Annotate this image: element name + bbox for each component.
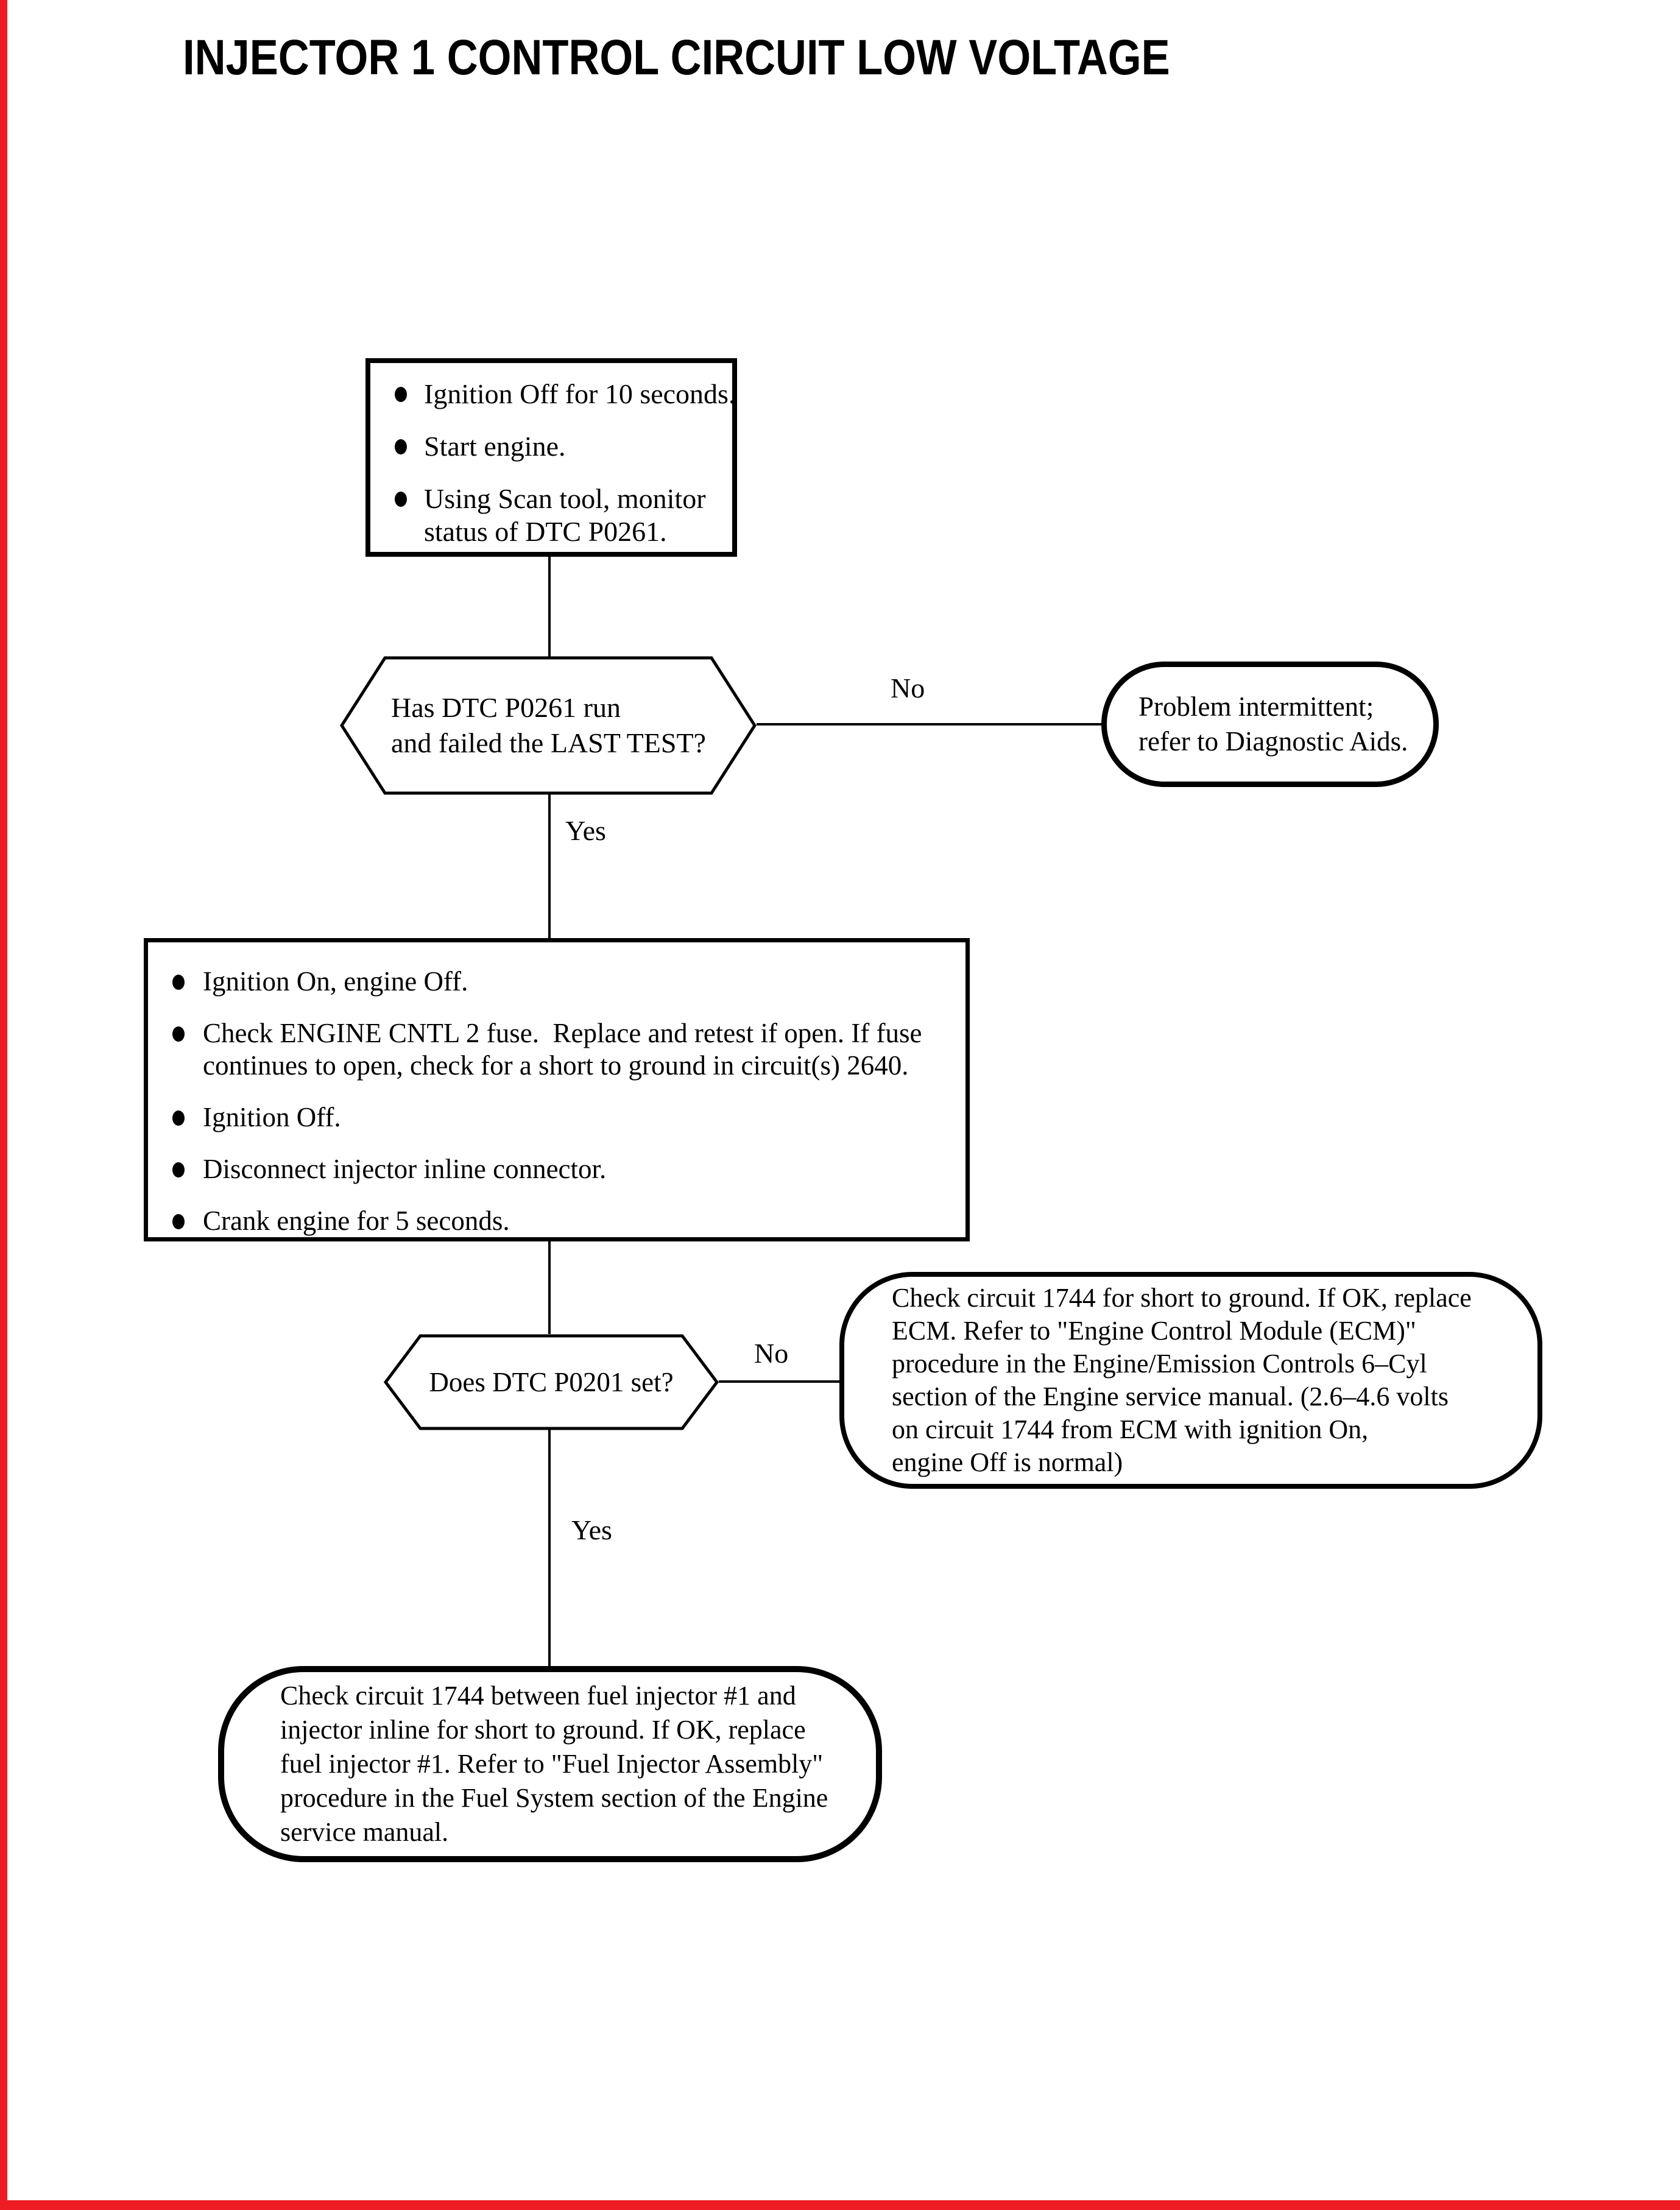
list-item: [395, 430, 724, 463]
action-step-1: Ignition On, engine Off.: [203, 966, 468, 997]
left-edge-mark: [0, 0, 7, 2210]
connector-decision2-yes: [548, 1429, 551, 1667]
connector-decision2-no: [719, 1380, 842, 1383]
decision1-line2: and failed the LAST TEST?: [391, 727, 706, 758]
action-step-3: Ignition Off.: [203, 1102, 341, 1132]
list-item: [172, 1205, 957, 1237]
list-item: [395, 482, 724, 548]
list-item: [395, 378, 736, 411]
bullet-icon: [395, 492, 407, 507]
terminal3-line3: fuel injector #1. Refer to "Fuel Injector Assembly": [280, 1749, 824, 1779]
terminal-replace-injector: [218, 1666, 882, 1862]
bullet-icon: [172, 1214, 185, 1229]
decision-p0201: [384, 1334, 719, 1430]
terminal1-line2: refer to Diagnostic Aids.: [1138, 726, 1408, 757]
start-step-3-line2: status of DTC P0261.: [424, 516, 667, 547]
no-label-1: No: [891, 673, 925, 704]
action-step-2-line2: continues to open, check for a short to ground in circuit(s) 2640.: [203, 1050, 909, 1081]
terminal2-line6: engine Off is normal): [892, 1447, 1123, 1477]
start-step-3-line1: Using Scan tool, monitor: [424, 483, 706, 514]
action-step-5: Crank engine for 5 seconds.: [203, 1206, 510, 1236]
list-item: [172, 966, 957, 998]
terminal2-line2: ECM. Refer to "Engine Control Module (ECM)": [892, 1316, 1416, 1346]
bullet-icon: [172, 975, 185, 990]
terminal3-line4: procedure in the Fuel System section of the Engine: [280, 1783, 828, 1813]
list-item: [172, 1017, 957, 1082]
action-step-4: Disconnect injector inline connector.: [203, 1154, 607, 1184]
decision-p0261: [340, 655, 757, 796]
yes-label-1: Yes: [565, 815, 606, 846]
list-item: [172, 1101, 957, 1134]
bottom-edge-mark: [0, 2200, 1680, 2210]
terminal2-line4: section of the Engine service manual. (2.6–4.6 volts: [892, 1382, 1449, 1411]
bullet-icon: [172, 1162, 185, 1177]
connector-start-to-decision1: [548, 557, 551, 657]
terminal2-line5: on circuit 1744 from ECM with ignition On,: [892, 1414, 1369, 1444]
yes-label-2: Yes: [571, 1514, 612, 1545]
decision1-line1: Has DTC P0261 run: [391, 692, 621, 723]
bullet-icon: [395, 387, 407, 402]
terminal3-line5: service manual.: [280, 1817, 449, 1847]
action-step-2-line1: Check ENGINE CNTL 2 fuse. Replace and retest if open. If fuse: [203, 1018, 922, 1048]
terminal2-line3: procedure in the Engine/Emission Controls 6–Cyl: [892, 1349, 1427, 1379]
terminal-diagnostic-aids: [1101, 662, 1439, 787]
decision2-line1: Does DTC P0201 set?: [429, 1367, 674, 1397]
bullet-icon: [172, 1026, 185, 1042]
terminal3-line2: injector inline for short to ground. If OK, replace: [280, 1715, 806, 1745]
terminal-replace-ecm: [839, 1272, 1542, 1489]
start-box: [365, 358, 737, 557]
start-step-2: Start engine.: [424, 431, 566, 462]
bullet-icon: [395, 439, 407, 454]
no-label-2: No: [754, 1338, 789, 1369]
terminal1-line1: Problem intermittent;: [1138, 691, 1374, 722]
connector-decision1-yes: [548, 794, 551, 938]
list-item: [172, 1153, 957, 1185]
connector-decision1-no: [757, 723, 1103, 725]
page-title: INJECTOR 1 CONTROL CIRCUIT LOW VOLTAGE: [183, 30, 1170, 85]
action-box: [144, 938, 970, 1241]
start-step-1: Ignition Off for 10 seconds.: [424, 378, 736, 409]
bullet-icon: [172, 1110, 185, 1126]
terminal2-line1: Check circuit 1744 for short to ground. If OK, replace: [892, 1283, 1472, 1313]
terminal3-line1: Check circuit 1744 between fuel injector #1 and: [280, 1681, 796, 1710]
connector-action-to-decision2: [548, 1240, 551, 1334]
